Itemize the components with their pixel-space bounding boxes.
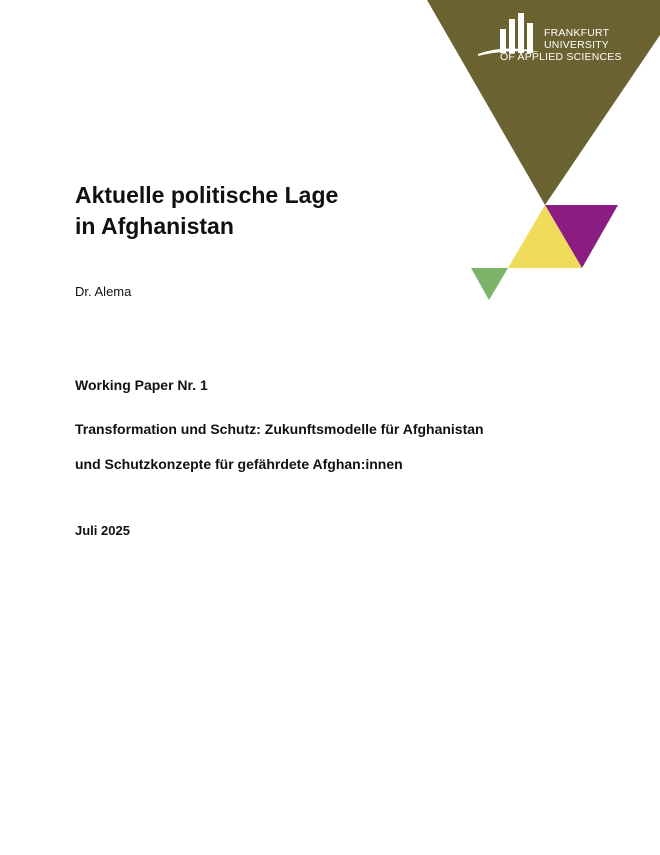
subtitle-line-1: Transformation und Schutz: Zukunftsmodelle für Afghanistan: [75, 421, 484, 437]
document-subtitle: [75, 412, 615, 482]
document-title: [75, 180, 455, 242]
title-line-1: Aktuelle politische Lage: [75, 182, 339, 208]
working-paper-label: Working Paper Nr. 1: [75, 377, 208, 393]
title-line-2: in Afghanistan: [75, 213, 234, 239]
logo-line-3: OF APPLIED SCIENCES: [500, 51, 622, 63]
green-triangle: [471, 268, 508, 300]
author: Dr. Alema: [75, 284, 132, 299]
logo-line-2: UNIVERSITY: [544, 39, 610, 51]
university-logo-text: [497, 27, 622, 63]
subtitle-line-2: und Schutzkonzepte für gefährdete Afghan:innen: [75, 456, 403, 472]
publication-date: Juli 2025: [75, 523, 130, 538]
logo-line-1: FRANKFURT: [544, 27, 610, 39]
